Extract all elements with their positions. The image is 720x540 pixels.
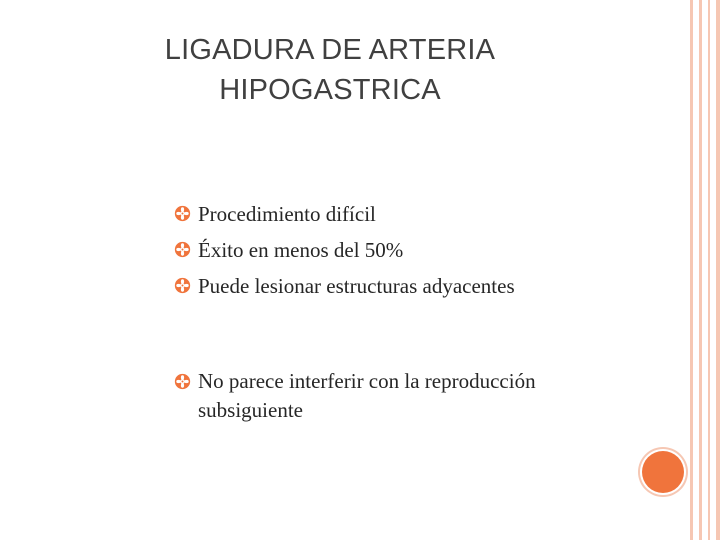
decorative-stripe xyxy=(716,0,720,540)
bullet-item xyxy=(174,268,654,304)
gear-flower-icon xyxy=(174,241,191,258)
decorative-stripe xyxy=(699,0,702,540)
gear-flower-icon xyxy=(174,205,191,222)
decorative-stripe xyxy=(690,0,693,540)
slide-title xyxy=(100,30,560,110)
bullet-text: Puede lesionar estructuras adyacentes xyxy=(198,274,515,298)
bullet-text: Procedimiento difícil xyxy=(198,202,376,226)
decorative-stripe xyxy=(708,0,710,540)
bullet-item xyxy=(174,232,654,268)
gear-flower-icon xyxy=(174,373,191,390)
bullet-item xyxy=(174,196,654,232)
gear-flower-icon xyxy=(174,277,191,294)
slide-title-line-2: HIPOGASTRICA xyxy=(219,74,441,106)
decorative-circle xyxy=(642,451,684,493)
bullet-text: Éxito en menos del 50% xyxy=(198,238,404,262)
bullet-item xyxy=(174,363,654,425)
slide-title-line-1: LIGADURA DE ARTERIA xyxy=(164,34,496,66)
bullet-list xyxy=(174,196,654,425)
bullet-text: No parece interferir con la reproducción subsiguiente xyxy=(198,369,536,422)
